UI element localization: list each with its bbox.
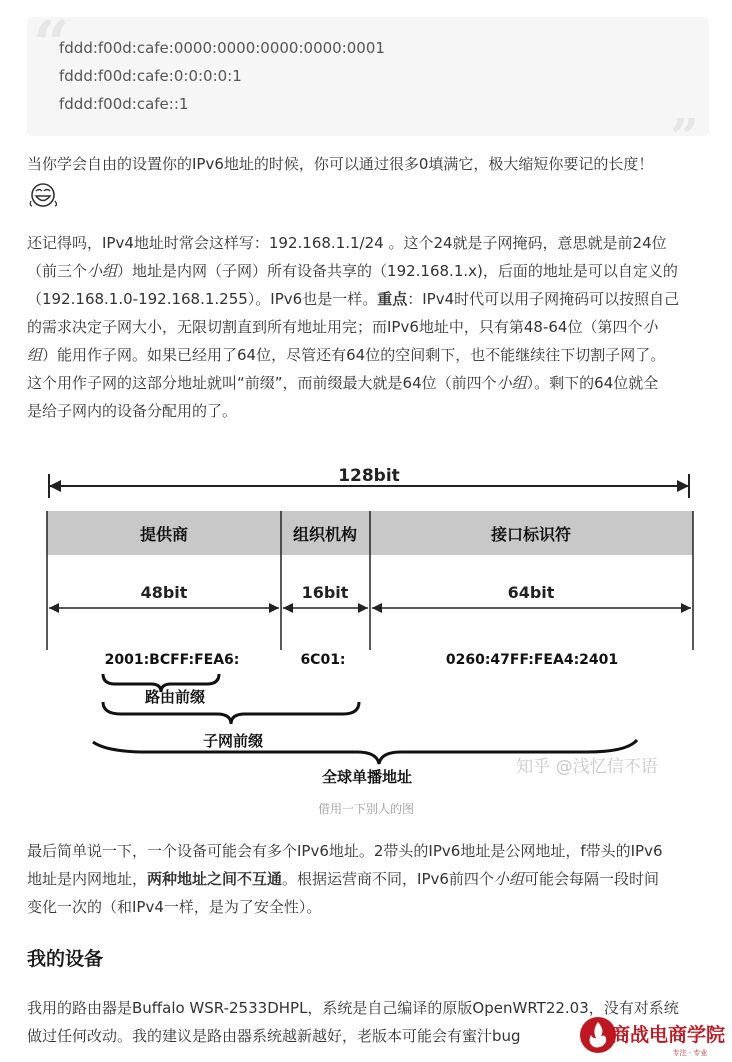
- close-quote-icon: ”: [670, 107, 699, 166]
- bits-interface: 64bit: [507, 583, 555, 602]
- global-unicast-label: 全球单播地址: [321, 768, 413, 786]
- italic-text: 小组: [496, 374, 527, 392]
- paragraph-subnet-line: [27, 257, 717, 285]
- brand-name: 商战电商学院: [610, 1024, 726, 1046]
- text-run: 地址是内网地址，: [27, 870, 148, 888]
- code-line-compressed: fddd:f00d:cafe::1: [59, 95, 189, 113]
- watermark-text: 知乎 @浅忆信不语: [516, 757, 658, 777]
- paragraph-line: 做过任何改动。我的建议是路由器系统越新越好，老版本可能会有蜜汁bug: [27, 1027, 521, 1045]
- paragraph-subnet-line: 还记得吗，IPv4地址时常会这样写：192.168.1.1/24 。这个24就是子网掩码，意思就是前24位: [27, 234, 667, 252]
- italic-text: 小组: [87, 262, 118, 280]
- paragraph-subnet-line: [27, 285, 717, 313]
- italic-text: 小组: [493, 870, 524, 888]
- bits-provider: 48bit: [140, 583, 188, 602]
- paragraph-line: 我用的路由器是Buffalo WSR-2533DHPL，系统是自己编译的原版OpenWRT22.03，没有对系统: [27, 999, 679, 1017]
- figure-caption: 借用一下别人的图: [317, 802, 414, 816]
- header-interface-id: 接口标识符: [490, 525, 572, 544]
- subnet-prefix-brace: [103, 702, 359, 724]
- paragraph-multiple-addresses: [27, 837, 717, 921]
- header-organization: 组织机构: [292, 525, 358, 544]
- bold-text: 两种地址之间不互通: [147, 870, 283, 888]
- text-run: ：IPv4时代可以用子网掩码可以按照自己: [407, 290, 680, 308]
- text-run: （192.168.1.0-192.168.1.255）。IPv6也是一样。: [27, 290, 378, 308]
- value-interface: 0260:47FF:FEA4:2401: [445, 652, 619, 668]
- text-run: （前三个: [27, 262, 88, 280]
- arrow-head-right-icon: [677, 480, 689, 492]
- brand-logo: [578, 1013, 728, 1059]
- bold-text: 重点: [377, 290, 408, 308]
- text-run: ）地址是内网（子网）所有设备共享的（192.168.1.x)，后面的地址是可以自定义的: [117, 262, 678, 280]
- paragraph-intro: [27, 150, 717, 178]
- paragraph-line: 最后简单说一下，一个设备可能会有多个IPv6地址。2带头的IPv6地址是公网地址，f带头的IPv6: [27, 842, 663, 860]
- section-heading: 我的设备: [27, 948, 104, 970]
- italic-text: 小: [642, 318, 658, 336]
- paragraph-subnet-line: [27, 341, 717, 369]
- text-run: 。根据运营商不同，IPv6前四个: [282, 870, 494, 888]
- routing-prefix-label: 路由前缀: [144, 688, 206, 706]
- code-line-short: fddd:f00d:cafe:0:0:0:0:1: [59, 67, 242, 85]
- value-provider: 2001:BCFF:FEA6:: [104, 652, 240, 668]
- text-run: 的需求决定子网大小，无限切割直到所有地址用完；而IPv6地址中，只有第48-64位（第四个: [27, 318, 643, 336]
- paragraph-line: 变化一次的（和IPv4一样，是为了安全性）。: [27, 898, 322, 916]
- code-line-full: fddd:f00d:cafe:0000:0000:0000:0000:0001: [59, 39, 385, 57]
- header-provider: 提供商: [139, 525, 189, 544]
- text-run: 可能会每隔一段时间: [523, 870, 659, 888]
- text-run: ）。剩下的64位就全: [526, 374, 659, 392]
- paragraph-subnet-line: [27, 369, 717, 397]
- laughing-face-icon: [28, 181, 62, 209]
- subnet-prefix-label: 子网前缀: [202, 732, 264, 750]
- bits-organization: 16bit: [301, 583, 349, 602]
- paragraph-subnet: [27, 229, 717, 425]
- arrow-head-left-icon: [49, 480, 61, 492]
- paragraph-line: [27, 865, 717, 893]
- open-quote-icon: “: [33, 7, 70, 82]
- paragraph-subnet-line: 是给子网内的设备分配用的了。: [27, 402, 238, 420]
- text-run: ）能用作子网。如果已经用了64位，尽管还有64位的空间剩下，也不能继续往下切割子网了。: [42, 346, 666, 364]
- value-organization: 6C01:: [300, 652, 346, 668]
- total-bits-label: 128bit: [338, 466, 400, 486]
- brand-tagline: 专注 · 专业: [672, 1049, 708, 1057]
- ipv6-structure-figure: [27, 450, 709, 788]
- italic-text: 组: [27, 346, 43, 364]
- paragraph-subnet-line: [27, 313, 717, 341]
- text-run: 这个用作子网的这部分地址就叫“前缀”，而前缀最大就是64位（前四个: [27, 374, 497, 392]
- paragraph-intro-text: 当你学会自由的设置你的IPv6地址的时候，你可以通过很多0填满它，极大缩短你要记的长度！: [27, 155, 654, 173]
